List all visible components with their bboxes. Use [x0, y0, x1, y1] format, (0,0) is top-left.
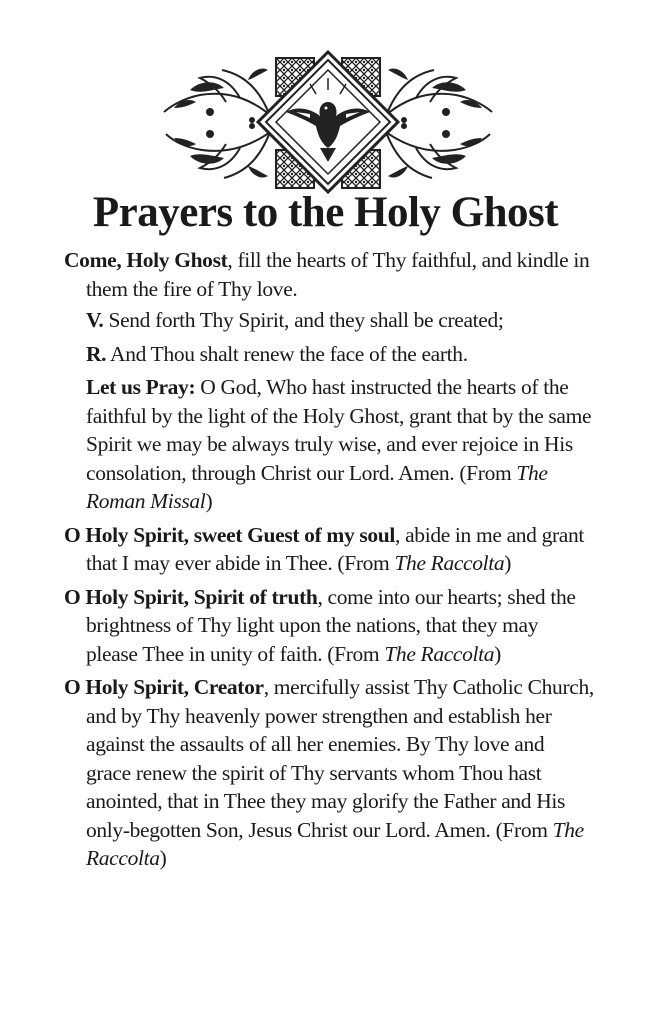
prayer-creator [64, 673, 594, 873]
let-us-pray-text: O God, Who hast instructed the hearts of the faithful by the light of the Holy Ghost, grant that by the same Spirit we may be always truly wise, and ever rejoice in His consolation, through Christ our Lord. Amen. (From [86, 375, 592, 485]
prayer-come-holy-ghost [64, 246, 594, 303]
prayer-text: , abide in me and grant that I may ever abide in Thee. (From [86, 522, 585, 575]
versicle [86, 306, 594, 335]
prayer-text: , come into our hearts; shed the brightness of Thy light upon the nations, that they may please Thee in unity of faith. (From [86, 584, 576, 666]
let-us-pray-label: Let us Pray: [86, 375, 196, 399]
response-label: R. [86, 341, 107, 366]
holy-spirit-dove-icon [160, 50, 496, 195]
source-close: ) [205, 489, 213, 513]
versicle-label: V. [86, 308, 104, 332]
let-us-pray [86, 373, 594, 516]
response-text: And Thou shalt renew the face of the earth. [106, 341, 468, 366]
prayer-sweet-guest [64, 521, 594, 578]
prayer-lead: O Holy Spirit, Creator [64, 675, 264, 699]
source-citation: The Raccolta [394, 551, 505, 575]
source-close: ) [504, 551, 512, 575]
response [86, 340, 594, 369]
prayer-list [64, 246, 594, 878]
prayer-lead: O Holy Spirit, sweet Guest of my soul [64, 522, 396, 547]
prayer-spirit-of-truth [64, 583, 594, 669]
prayer-lead: O Holy Spirit, Spirit of truth [64, 584, 318, 609]
page-title: Prayers to the Holy Ghost [92, 189, 559, 236]
prayer-text: , fill the hearts of Thy faithful, and kindle in them the fire of Thy love. [86, 248, 590, 301]
prayer-lead: Come, Holy Ghost [64, 248, 228, 272]
source-citation: The Raccolta [384, 641, 495, 666]
source-citation: The Roman Missal [86, 460, 548, 513]
versicle-text: Send forth Thy Spirit, and they shall be created; [103, 308, 504, 332]
source-close: ) [494, 641, 501, 666]
source-citation: The Raccolta [86, 817, 584, 870]
source-close: ) [159, 846, 167, 870]
prayer-text: , mercifully assist Thy Catholic Church, and by Thy heavenly power strengthen and establish her against the assaults of all her enemies. By Thy love and grace renew the spirit of Thy servants whom Thou hast anointed, that in Thee they may glorify the Father and His only-begotten Son, Jesus Christ our Lord. Amen. (From [86, 675, 594, 842]
